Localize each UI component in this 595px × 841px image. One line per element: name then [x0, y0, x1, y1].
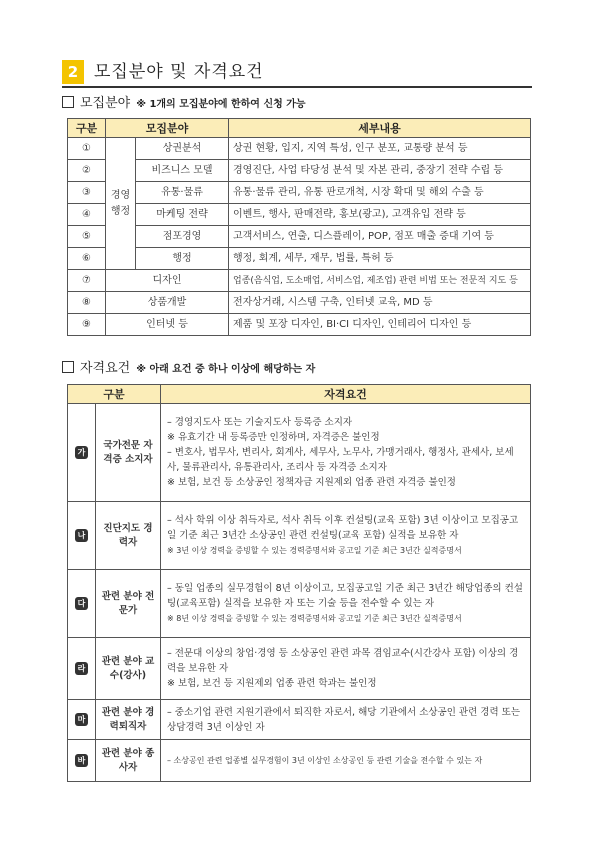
section-title: 모집분야 및 자격요건 — [94, 62, 264, 82]
header-field: 모집분야 — [106, 119, 229, 138]
row-category: 관련 분야 전문가 — [96, 570, 161, 638]
requirement-line: – 전문대 이상의 창업·경영 등 소상공인 관련 과목 겸임교수(시간강사 포함) 이상의 경력을 보유한 자 — [167, 648, 519, 674]
row-number: ② — [68, 160, 106, 182]
header-requirement: 자격요건 — [161, 385, 531, 404]
requirement-line: ※ 3년 이상 경력을 증빙할 수 있는 경력증명서와 공고일 기준 최근 3년간 실적증명서 — [167, 546, 462, 555]
table-row — [68, 502, 531, 570]
row-category: 관련 분야 종사자 — [96, 740, 161, 782]
row-letter — [68, 502, 96, 570]
row-detail: 제품 및 포장 디자인, BI·CI 디자인, 인테리어 디자인 등 — [229, 314, 531, 336]
row-number: ⑨ — [68, 314, 106, 336]
badge-da-icon: 다 — [75, 597, 88, 610]
row-number: ⑦ — [68, 270, 106, 292]
row-requirement — [161, 638, 531, 700]
requirement-line: ※ 유효기간 내 등록증만 인정하며, 자격증은 불인정 — [167, 432, 380, 443]
table-row — [68, 160, 531, 182]
row-detail: 업종(음식업, 도소매업, 서비스업, 제조업) 관련 비법 또는 전문적 지도 등 — [229, 270, 531, 292]
section-header — [62, 58, 532, 88]
table-row — [68, 248, 531, 270]
row-field: 유통·물류 — [136, 182, 229, 204]
recruit-heading-text: 모집분야 — [80, 96, 131, 111]
badge-ba-icon: 바 — [75, 754, 88, 767]
row-number: ⑧ — [68, 292, 106, 314]
row-category: 국가전문 자격증 소지자 — [96, 404, 161, 502]
table-row — [68, 638, 531, 700]
header-detail: 세부내용 — [229, 119, 531, 138]
row-category: 관련 분야 교수(강사) — [96, 638, 161, 700]
row-field: 디자인 — [106, 270, 229, 292]
row-field: 인터넷 등 — [106, 314, 229, 336]
row-letter — [68, 638, 96, 700]
qual-note: ※ 아래 요건 중 하나 이상에 해당하는 자 — [136, 364, 316, 375]
checkbox-square-icon — [62, 96, 74, 108]
badge-ga-icon: 가 — [75, 446, 88, 459]
row-number: ① — [68, 138, 106, 160]
row-detail: 유통·물류 관리, 유통 판로개척, 시장 확대 및 해외 수출 등 — [229, 182, 531, 204]
requirement-line: – 석사 학위 이상 취득자로, 석사 취득 이후 컨설팅(교육 포함) 3년 이상이고 모집공고일 기준 최근 3년간 소상공인 관련 컨설팅(교육 포함) 실적을 보유한 자 — [167, 515, 519, 541]
row-detail: 이벤트, 행사, 판매전략, 홍보(광고), 고객유입 전략 등 — [229, 204, 531, 226]
requirement-line: – 소상공인 관련 업종별 실무경험이 3년 이상인 소상공인 등 관련 기술을 전수할 수 있는 자 — [167, 756, 483, 765]
requirement-line: – 경영지도사 또는 기술지도사 등록증 소지자 — [167, 417, 353, 428]
row-requirement — [161, 404, 531, 502]
group-label: 경영 행정 — [106, 138, 136, 270]
row-letter — [68, 700, 96, 740]
header-category: 구분 — [68, 119, 106, 138]
row-letter — [68, 404, 96, 502]
row-letter — [68, 740, 96, 782]
row-field: 행정 — [136, 248, 229, 270]
row-field: 상품개발 — [106, 292, 229, 314]
row-requirement — [161, 740, 531, 782]
row-number: ⑥ — [68, 248, 106, 270]
table-row — [68, 700, 531, 740]
recruit-note: ※ 1개의 모집분야에 한하여 신청 가능 — [136, 99, 306, 110]
row-field: 점포경영 — [136, 226, 229, 248]
table-row — [68, 204, 531, 226]
requirement-line: – 변호사, 법무사, 변리사, 회계사, 세무사, 노무사, 가맹거래사, 행정사, 관세사, 보세사, 물류관리사, 유통관리사, 조리사 등 자격증 소지자 — [167, 447, 514, 473]
header-category: 구분 — [68, 385, 161, 404]
checkbox-square-icon — [62, 361, 74, 373]
row-number: ③ — [68, 182, 106, 204]
row-detail: 경영진단, 사업 타당성 분석 및 자본 관리, 중장기 전략 수립 등 — [229, 160, 531, 182]
table-row — [68, 404, 531, 502]
table-row — [68, 314, 531, 336]
row-detail: 행정, 회계, 세무, 재무, 법률, 특허 등 — [229, 248, 531, 270]
table-row — [68, 740, 531, 782]
section-number: 2 — [62, 60, 84, 84]
badge-na-icon: 나 — [75, 529, 88, 542]
badge-ra-icon: 라 — [75, 662, 88, 675]
requirement-line: – 동일 업종의 실무경험이 8년 이상이고, 모집공고일 기준 최근 3년간 해당업종의 컨설팅(교육포함) 실적을 보유한 자 또는 기술 등을 전수할 수 있는 자 — [167, 583, 523, 609]
recruit-heading — [62, 95, 306, 113]
row-requirement — [161, 700, 531, 740]
badge-ma-icon: 마 — [75, 713, 88, 726]
recruit-table — [67, 118, 531, 336]
recruit-table-header — [68, 119, 531, 138]
table-row — [68, 182, 531, 204]
qual-heading-text: 자격요건 — [80, 361, 131, 376]
table-row — [68, 570, 531, 638]
requirement-line: ※ 보험, 보건 등 소상공인 정책자금 지원제외 업종 관련 자격증 불인정 — [167, 477, 456, 488]
row-field: 마케팅 전략 — [136, 204, 229, 226]
row-requirement — [161, 502, 531, 570]
row-number: ⑤ — [68, 226, 106, 248]
row-category: 관련 분야 경력퇴직자 — [96, 700, 161, 740]
requirement-line: ※ 8년 이상 경력을 증빙할 수 있는 경력증명서와 공고일 기준 최근 3년간 실적증명서 — [167, 614, 462, 623]
row-detail: 전자상거래, 시스템 구축, 인터넷 교육, MD 등 — [229, 292, 531, 314]
row-detail: 고객서비스, 연출, 디스플레이, POP, 점포 매출 증대 기여 등 — [229, 226, 531, 248]
requirement-line: – 중소기업 관련 지원기관에서 퇴직한 자로서, 해당 기관에서 소상공인 관련 경력 또는 상담경력 3년 이상인 자 — [167, 706, 521, 733]
qual-table — [67, 384, 531, 782]
row-field: 상권분석 — [136, 138, 229, 160]
table-row — [68, 292, 531, 314]
row-number: ④ — [68, 204, 106, 226]
qual-table-header — [68, 385, 531, 404]
table-row — [68, 270, 531, 292]
row-field: 비즈니스 모델 — [136, 160, 229, 182]
row-category: 진단지도 경력자 — [96, 502, 161, 570]
qual-heading — [62, 360, 315, 378]
table-row — [68, 226, 531, 248]
requirement-line: ※ 보험, 보건 등 지원제외 업종 관련 학과는 불인정 — [167, 678, 377, 689]
table-row — [68, 138, 531, 160]
row-detail: 상권 현황, 입지, 지역 특성, 인구 분포, 교통량 분석 등 — [229, 138, 531, 160]
row-requirement — [161, 570, 531, 638]
row-letter — [68, 570, 96, 638]
